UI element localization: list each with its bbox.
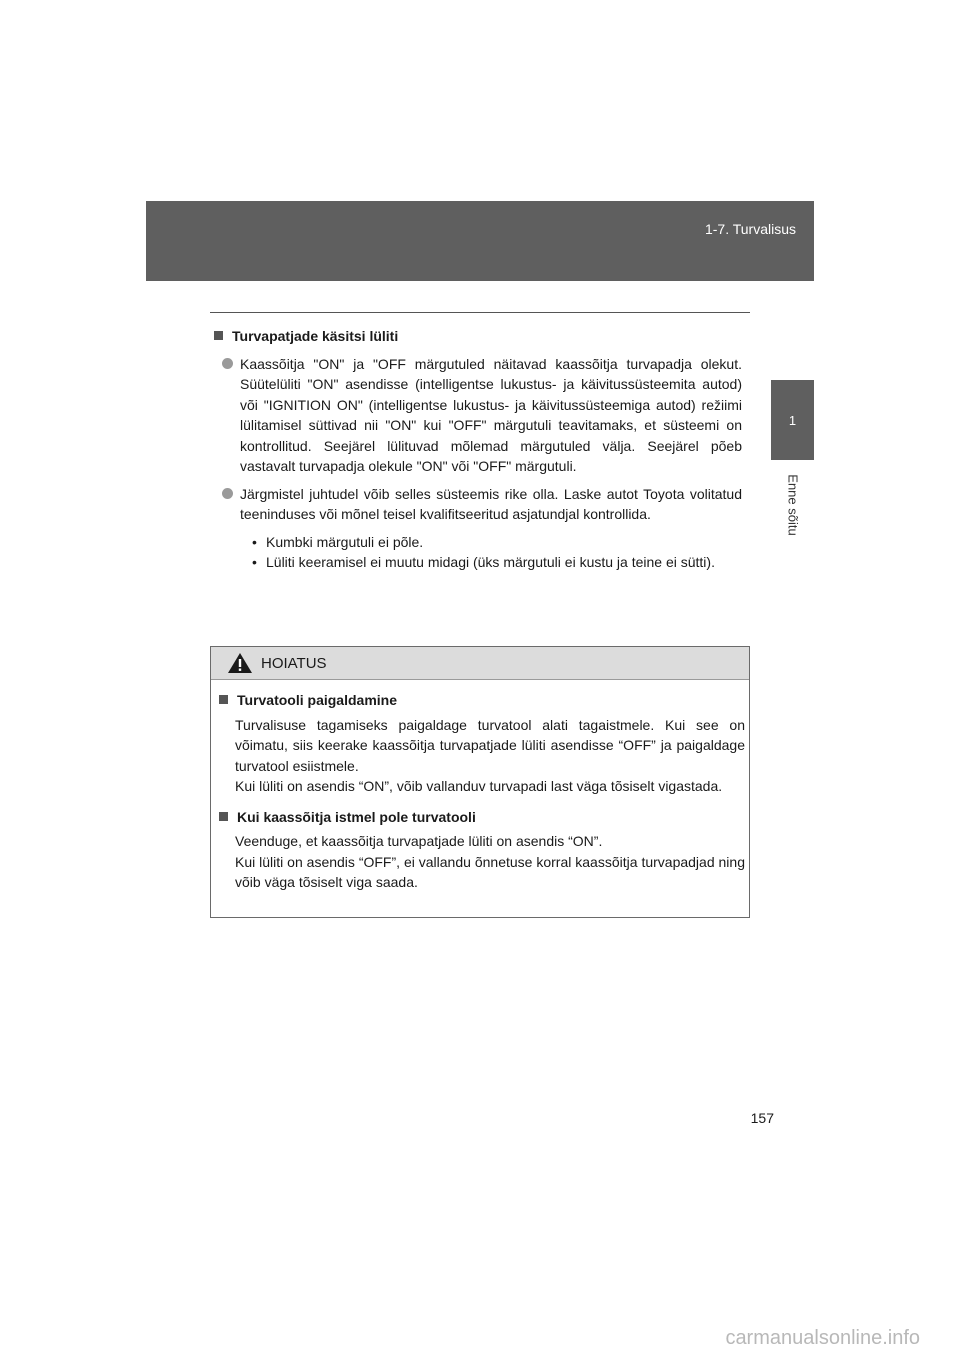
warning-item-text [219, 715, 745, 797]
warning-item-heading-text: Turvatooli paigaldamine [237, 692, 397, 708]
header-band [146, 201, 814, 281]
warning-item-heading [219, 690, 745, 711]
chapter-label: Enne sõitu [785, 474, 800, 536]
warning-triangle-icon [227, 652, 253, 674]
warning-body [211, 680, 749, 893]
bullet-dot-icon: • [252, 533, 257, 550]
section-title: 1-7. Turvalisus [704, 221, 796, 237]
paragraph-malfunction [214, 484, 742, 525]
paragraph-indicators [214, 354, 742, 477]
page-number: 157 [750, 1110, 774, 1126]
section-heading [214, 326, 742, 347]
watermark: carmanualsonline.info [725, 1327, 920, 1349]
warning-text-line: Kui lüliti on asendis “ON”, võib vallanduv turvapadi last väga tõsiselt vigastada. [235, 778, 723, 794]
bullet-dot-icon: • [252, 554, 257, 570]
warning-text-line: Turvalisuse tagamiseks paigaldage turvatool alati tagaistmele. Kui see on võimatu, siis keerake kaassõitja turvapatjade lüliti asendisse “OFF” ja paigaldage turvatool esiistmele. [235, 716, 745, 774]
list-item [252, 552, 742, 573]
paragraph-text: Järgmistel juhtudel võib selles süsteemis rike olla. Laske autot Toyota volitatud teeninduses või mõnel teisel kvalifitseeritud asjatundjal kontrollida. [240, 485, 742, 522]
list-item [252, 532, 742, 553]
spacer [219, 797, 745, 807]
section-heading-text: Turvapatjade käsitsi lüliti [232, 328, 399, 344]
circle-bullet-icon [222, 488, 233, 499]
list-item-text: Kumbki märgutuli ei põle. [266, 533, 424, 550]
warning-box [210, 646, 750, 918]
chapter-number: 1 [788, 412, 797, 428]
main-content [214, 326, 742, 573]
top-divider [210, 312, 750, 313]
paragraph-text: Kaassõitja "ON" ja "OFF märgutuled näitavad kaassõitja turvapadja olekut. Süütelüliti "ON" asendisse (intelligentse lukustus- ja käivitussüsteemita autod) või "IGNITION ON" (intelligentse lukustus- ja käivitussüsteemiga autod) režiimi lülitamisel süttivad nii "ON" kui "OFF" märgutuli teavitamaks, et süsteemi on kontrollitud. Seejärel lülituvad mõlemad märgutuled välja. Seejärel põeb vastavalt turvapadja olekule "ON" või "OFF" märgutuli. [240, 355, 742, 474]
warning-header [211, 647, 749, 680]
square-bullet-icon [219, 695, 228, 704]
warning-item-text [219, 831, 745, 893]
circle-bullet-icon [222, 358, 233, 369]
square-bullet-icon [214, 331, 223, 340]
warning-item-heading-text: Kui kaassõitja istmel pole turvatooli [237, 808, 476, 825]
warning-text-line: Veenduge, et kaassõitja turvapatjade lüliti on asendis “ON”. [235, 833, 603, 849]
list-item-text: Lüliti keeramisel ei muutu midagi (üks märgutuli ei kustu ja teine ei sütti). [266, 554, 715, 570]
bullet-list [214, 532, 742, 573]
warning-item-heading [219, 807, 745, 828]
warning-title: HOIATUS [261, 654, 327, 672]
square-bullet-icon [219, 812, 228, 821]
chapter-label-area [771, 470, 814, 540]
chapter-tab [771, 380, 814, 460]
warning-text-line: Kui lüliti on asendis “OFF”, ei vallandu õnnetuse korral kaassõitja turvapadjad ning võib väga tõsiselt viga saada. [235, 853, 745, 890]
